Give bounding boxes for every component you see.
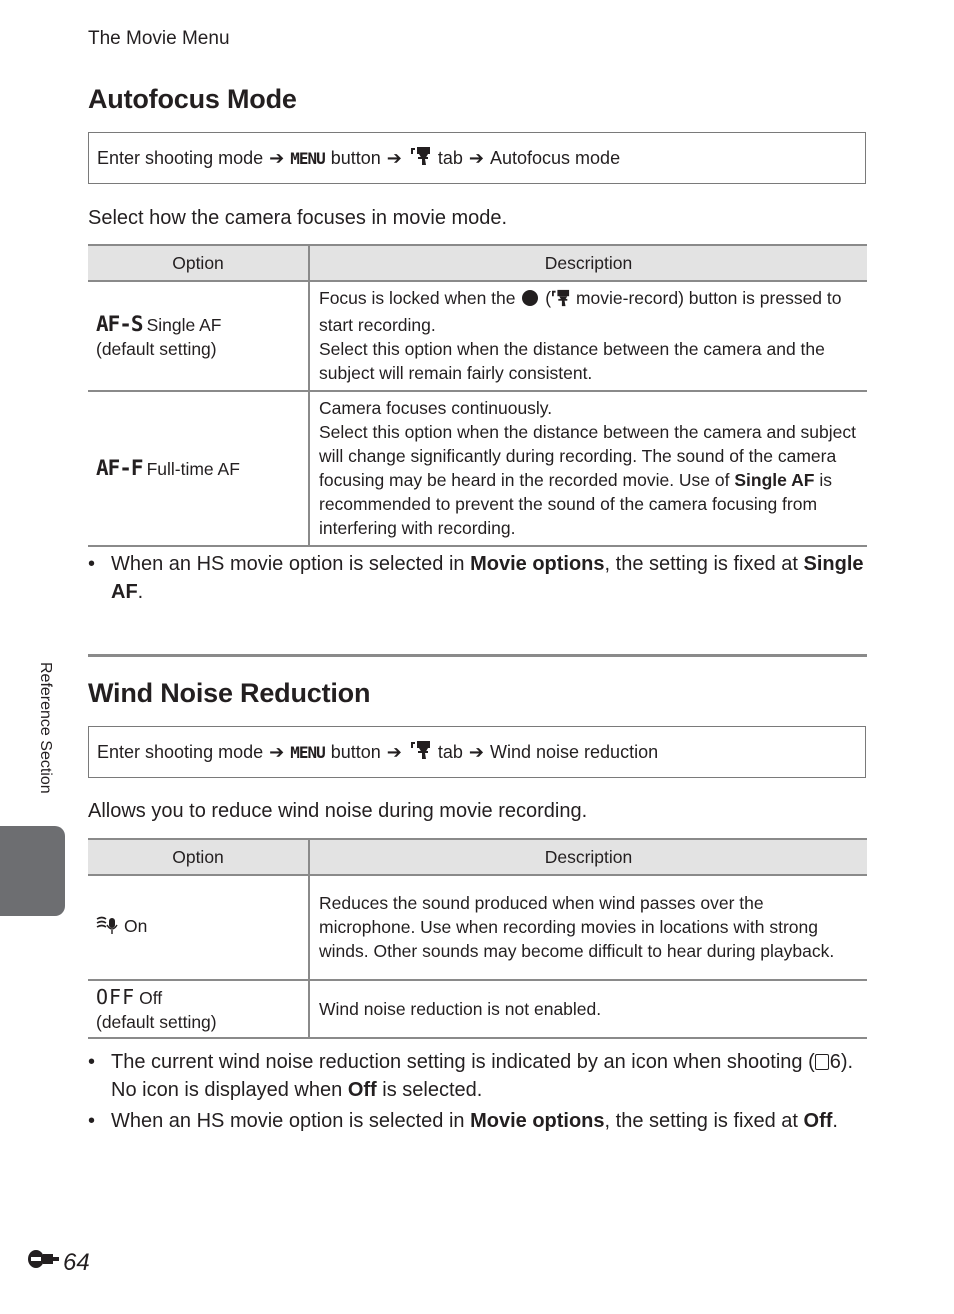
nav-tab-word: tab bbox=[437, 147, 463, 168]
autofocus-intro: Select how the camera focuses in movie mode. bbox=[88, 207, 508, 229]
description-text: Focus is locked when the bbox=[319, 288, 516, 308]
note-bold: Single AF bbox=[111, 553, 864, 603]
bullet-icon: • bbox=[88, 1051, 96, 1073]
page-ref: 6 bbox=[829, 1051, 841, 1073]
bullet-icon: • bbox=[88, 553, 96, 575]
arrow-icon: ➔ bbox=[468, 147, 484, 168]
option-cell bbox=[88, 391, 309, 546]
nav-tab-word: tab bbox=[437, 741, 463, 762]
wind-intro: Allows you to reduce wind noise during movie recording. bbox=[88, 800, 588, 822]
table-row bbox=[88, 391, 867, 546]
note-bold: Movie options bbox=[470, 1110, 605, 1132]
note-text: When an HS movie option is selected in bbox=[111, 553, 465, 575]
af-s-icon: AF-S bbox=[96, 311, 143, 336]
nav-target: Wind noise reduction bbox=[490, 741, 659, 762]
off-icon: OFF bbox=[96, 984, 136, 1009]
note-text: . bbox=[137, 581, 144, 603]
arrow-icon: ➔ bbox=[386, 147, 402, 168]
list-item bbox=[88, 1048, 868, 1104]
option-cell bbox=[88, 281, 309, 391]
nav-button-word: button bbox=[330, 741, 381, 762]
description-bold: Single AF bbox=[734, 470, 815, 490]
option-sublabel: (default setting) bbox=[96, 1011, 217, 1032]
nav-prefix: Enter shooting mode bbox=[97, 147, 264, 168]
wind-notes bbox=[88, 1048, 868, 1138]
option-header: Option bbox=[88, 245, 309, 281]
description-header: Description bbox=[309, 245, 867, 281]
list-item bbox=[88, 550, 868, 606]
nav-target: Autofocus mode bbox=[490, 147, 621, 168]
page-number-text: 64 bbox=[63, 1248, 90, 1276]
table-row bbox=[88, 281, 867, 391]
autofocus-title: Autofocus Mode bbox=[88, 84, 297, 114]
description-text: Select this option when the distance between the camera and the subject will remain fairly consistent. bbox=[319, 339, 825, 383]
arrow-icon: ➔ bbox=[269, 147, 285, 168]
note-text: , the setting is fixed at bbox=[604, 553, 798, 575]
page-number bbox=[27, 1248, 90, 1277]
description-cell: Reduces the sound produced when wind passes over the microphone. Use when recording movies in locations with strong winds. Other sounds may become difficult to hear during playback. bbox=[309, 875, 867, 980]
autofocus-nav-path bbox=[88, 132, 866, 184]
movie-tab-icon bbox=[410, 740, 432, 765]
option-cell bbox=[88, 980, 309, 1038]
arrow-icon: ➔ bbox=[386, 741, 402, 762]
movie-icon bbox=[551, 289, 571, 313]
description-cell: Focus is locked when the ( movie-record) button is pressed to start recording. Select this option when the distance between the camera and the subject will remain fairly consistent. bbox=[309, 281, 867, 391]
note-bold: Off bbox=[347, 1079, 377, 1101]
description-text: movie-record) button is pressed to start recording. bbox=[319, 288, 842, 335]
option-cell bbox=[88, 875, 309, 980]
note-bold: Movie options bbox=[470, 553, 605, 575]
list-item bbox=[88, 1107, 868, 1135]
section-divider bbox=[88, 654, 867, 657]
table-row bbox=[88, 875, 867, 980]
option-label: On bbox=[124, 916, 148, 936]
nav-button-word: button bbox=[330, 147, 381, 168]
table-header-row bbox=[88, 245, 867, 281]
note-text: , the setting is fixed at bbox=[604, 1110, 798, 1132]
option-header: Option bbox=[88, 839, 309, 875]
menu-button-icon: MENU bbox=[290, 742, 325, 762]
note-bold: Off bbox=[803, 1110, 833, 1132]
note-text: The current wind noise reduction setting is indicated by an icon when shooting ( bbox=[111, 1051, 815, 1073]
note-text: is selected. bbox=[382, 1079, 483, 1101]
arrow-icon: ➔ bbox=[269, 741, 285, 762]
note-text: When an HS movie option is selected in bbox=[111, 1110, 465, 1132]
wind-options-table bbox=[88, 838, 867, 1039]
description-header: Description bbox=[309, 839, 867, 875]
af-f-icon: AF-F bbox=[96, 456, 143, 480]
option-sublabel: (default setting) bbox=[96, 338, 217, 359]
bullet-icon: • bbox=[88, 1110, 96, 1132]
option-label: Off bbox=[139, 987, 163, 1008]
record-button-icon bbox=[522, 290, 538, 306]
arrow-icon: ➔ bbox=[468, 741, 484, 762]
autofocus-options-table bbox=[88, 244, 867, 547]
side-section-label: Reference Section bbox=[37, 662, 54, 794]
autofocus-notes bbox=[88, 550, 868, 609]
option-label: Full-time AF bbox=[146, 459, 240, 479]
book-icon bbox=[815, 1054, 829, 1070]
description-text: Select this option when the distance between the camera and subject will change significantly during recording. The sound of the camera focusing may be heard in the recorded movie. Use of bbox=[319, 422, 857, 490]
table-row bbox=[88, 980, 867, 1038]
note-text: . bbox=[832, 1110, 838, 1132]
section-header: The Movie Menu bbox=[88, 28, 230, 49]
side-tab-marker bbox=[0, 826, 65, 916]
wind-noise-icon bbox=[96, 915, 118, 941]
description-cell: Wind noise reduction is not enabled. bbox=[309, 980, 867, 1038]
e-reference-icon bbox=[27, 1248, 61, 1277]
movie-tab-icon bbox=[410, 146, 432, 171]
menu-button-icon: MENU bbox=[290, 148, 325, 168]
description-cell bbox=[309, 391, 867, 546]
note-text: ). No icon is displayed when bbox=[111, 1051, 854, 1101]
nav-prefix: Enter shooting mode bbox=[97, 741, 264, 762]
description-text: is recommended to prevent the sound of the camera focusing from interfering with recording. bbox=[319, 470, 832, 538]
table-header-row bbox=[88, 839, 867, 875]
option-label: Single AF bbox=[146, 314, 222, 335]
wind-nav-path bbox=[88, 726, 866, 778]
wind-title: Wind Noise Reduction bbox=[88, 678, 371, 708]
description-text: Camera focuses continuously. bbox=[319, 398, 553, 418]
